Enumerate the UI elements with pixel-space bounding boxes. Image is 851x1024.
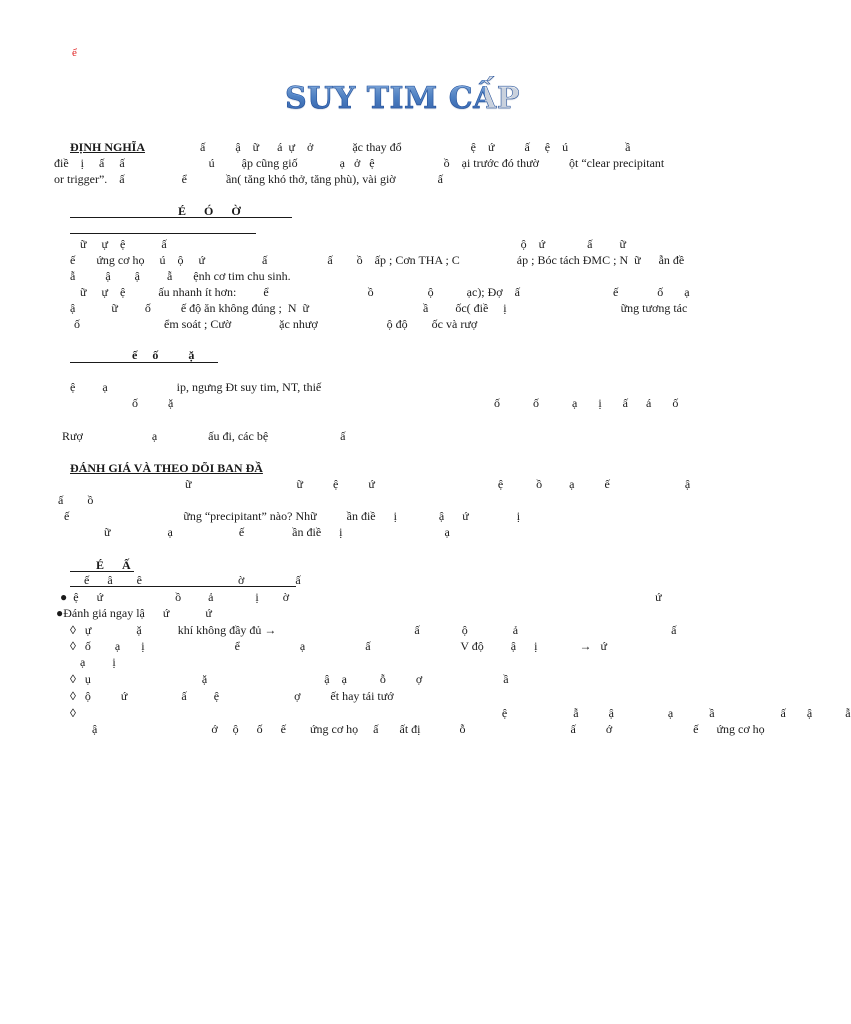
causes-line-1: ữ ự ệ ấ ộ ứ ấ ữ — [80, 237, 626, 251]
management-line-8: ◊ ệ ẫ ậ ạ ầ ấ ậ ẫ — [70, 706, 851, 720]
management-subheading: ế â ê ờ ấ — [84, 573, 301, 587]
assessment-line-2: ấ ồ — [58, 493, 94, 507]
definition-heading: ĐỊNH NGHĨA — [70, 140, 146, 154]
management-line-6: ◊ ụ ặ ậ ạ ỗ ợ ầ — [70, 672, 509, 686]
causes-line-5: ậ ữ ố ế độ ăn không đúng ; N ữ ầ ốc( điề ị ững tương tác — [70, 301, 688, 315]
causes-heading-rule — [70, 217, 292, 218]
assessment-line-4: ữ ạ ế ần điề ị ạ — [104, 525, 450, 539]
page-title: SUY TIM CẤP — [285, 81, 520, 116]
management-heading-rule — [70, 571, 134, 572]
drugs-line-1: ệ ạ ip, ngưng Đt suy tim, NT, thiế — [70, 380, 322, 394]
management-line-4: ◊ ố ạ ị ể ạ ấ V độ ậ ị → ứ — [70, 639, 607, 653]
drugs-heading-rule — [70, 362, 218, 363]
drugs-heading: ế ố ặ — [132, 348, 195, 362]
assessment-line-1: ữ ữ ệ ứ ệ ồ ạ ế ậ — [185, 477, 691, 491]
causes-subheading-rule — [70, 233, 256, 234]
drugs-line-4: Rượ ạ ấu đi, các bệ ấ — [62, 429, 346, 443]
definition-line-2: điề ị ấ ấ ú ập cũng giố ạ ở ệ ồ ại trước đó thườ ột “clear precipitant — [54, 156, 665, 170]
assessment-line-3: ế ững “precipitant” nào? Nhữ ần điề ị ậ ứ ị — [64, 509, 521, 523]
causes-line-2: ế ứng cơ họ ú ộ ứ ấ ấ ồ ấp ; Cơn THA ; C áp ; Bóc tách ĐMC ; N ữ ẫn đề — [70, 253, 685, 267]
management-line-2: ●Đánh giá ngay lậ ứ ứ — [56, 606, 212, 620]
management-subheading-rule — [70, 586, 296, 587]
drugs-line-3: ố ố ạ ị ấ á ố — [494, 396, 679, 410]
assessment-heading: ĐÁNH GIÁ VÀ THEO DÕI BAN ĐẦ — [70, 461, 263, 475]
management-heading: É Ấ — [96, 558, 131, 572]
management-line-5: ạ ị — [80, 655, 116, 669]
management-line-9: ậ ớ ộ ố ế ứng cơ họ ấ ất đị ỗ ấ ớ ế ứng cơ họ — [92, 722, 765, 736]
drugs-line-2: ố ặ — [132, 396, 174, 410]
causes-line-3: ẫ ậ ậ ẫ ệnh cơ tim chu sinh. — [70, 269, 291, 283]
definition-line-1: ấ ậ ữ á ự ở ặc thay đổ ệ ứ ấ ệ ú ầ — [200, 140, 631, 154]
causes-line-4: ữ ự ệ ấu nhanh ít hơn: ể ồ ộ ạc); Đợ ấ ế ố ạ — [80, 285, 690, 299]
header-mark: ể — [72, 47, 77, 59]
causes-line-6: ố ểm soát ; Cườ ặc nhượ ộ độ ốc và rượ — [74, 317, 478, 331]
management-line-7: ◊ ộ ứ ấ ệ ợ ết hay tái tướ — [70, 689, 394, 703]
management-line-3: ◊ ự ặ khí không đầy đủ → ấ ộ ả ấ — [70, 623, 677, 637]
definition-line-3: or trigger”. ấ ể ần( tăng khó thở, tăng phù), vài giờ ấ — [54, 172, 443, 186]
management-line-1: ● ệ ứ ồ ả ị ờ ứ — [60, 590, 662, 604]
causes-heading: É Ó Ờ — [178, 204, 241, 218]
